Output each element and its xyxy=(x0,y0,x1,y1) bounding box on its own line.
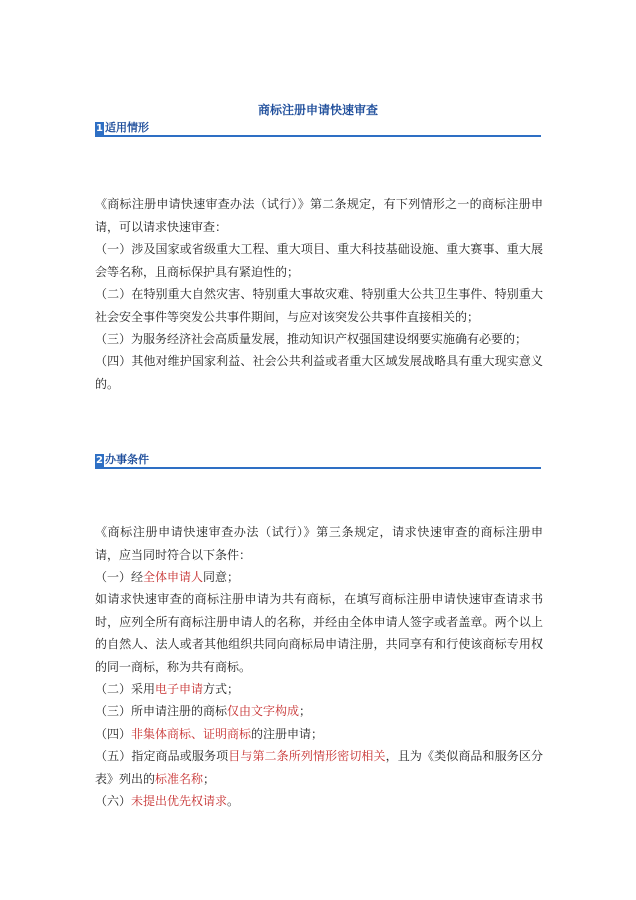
document-title: 商标注册申请快速审查 xyxy=(257,103,378,117)
paragraph: 《商标注册申请快速审查办法（试行）》第三条规定，请求快速审查的商标注册申请，应当同时符合以下条件： xyxy=(95,525,543,562)
paragraph: （四）非集体商标、证明商标的注册申请； xyxy=(95,727,324,741)
section-label: 办事条件 xyxy=(105,453,149,466)
paragraph: （二）采用电子申请方式； xyxy=(95,682,240,696)
paragraph: 《商标注册申请快速审查办法（试行）》第二条规定，有下列情形之一的商标注册申请，可以请求快速审查： xyxy=(95,197,543,234)
paragraph: （一）涉及国家或省级重大工程、重大项目、重大科技基础设施、重大赛事、重大展会等名称，且商标保护具有紧迫性的； xyxy=(95,242,543,279)
section-number-badge: 1 xyxy=(96,123,103,134)
paragraph: （六）未提出优先权请求。 xyxy=(95,794,240,808)
paragraph: （三）为服务经济社会高质量发展，推动知识产权强国建设纲要实施确有必要的； xyxy=(95,332,528,346)
section-number-badge: 2 xyxy=(96,455,103,466)
paragraph: （四）其他对维护国家利益、社会公共利益或者重大区域发展战略具有重大现实意义的。 xyxy=(95,354,543,391)
paragraph: （二）在特别重大自然灾害、特别重大事故灾难、特别重大公共卫生事件、特别重大社会安全事件等突发公共事件期间，与应对该突发公共事件直接相关的； xyxy=(95,287,543,324)
section-label: 适用情形 xyxy=(105,121,149,134)
paragraph: （一）经全体申请人同意； xyxy=(95,570,240,584)
section-heading-1 xyxy=(95,119,541,137)
paragraph: （三）所申请注册的商标仅由文字构成； xyxy=(95,704,312,718)
paragraph: （五）指定商品或服务项目与第二条所列情形密切相关，且为《类似商品和服务区分表》列出的标准名称； xyxy=(95,749,543,786)
section-heading-2 xyxy=(95,451,541,469)
paragraph: 如请求快速审查的商标注册申请为共有商标，在填写商标注册申请快速审查请求书时，应列全所有商标注册申请人的名称，并经由全体申请人签字或者盖章。两个以上的自然人、法人或者其他组织共同向商标局申请注册，共同享有和行使该商标专用权的同一商标，称为共有商标。 xyxy=(95,592,543,674)
